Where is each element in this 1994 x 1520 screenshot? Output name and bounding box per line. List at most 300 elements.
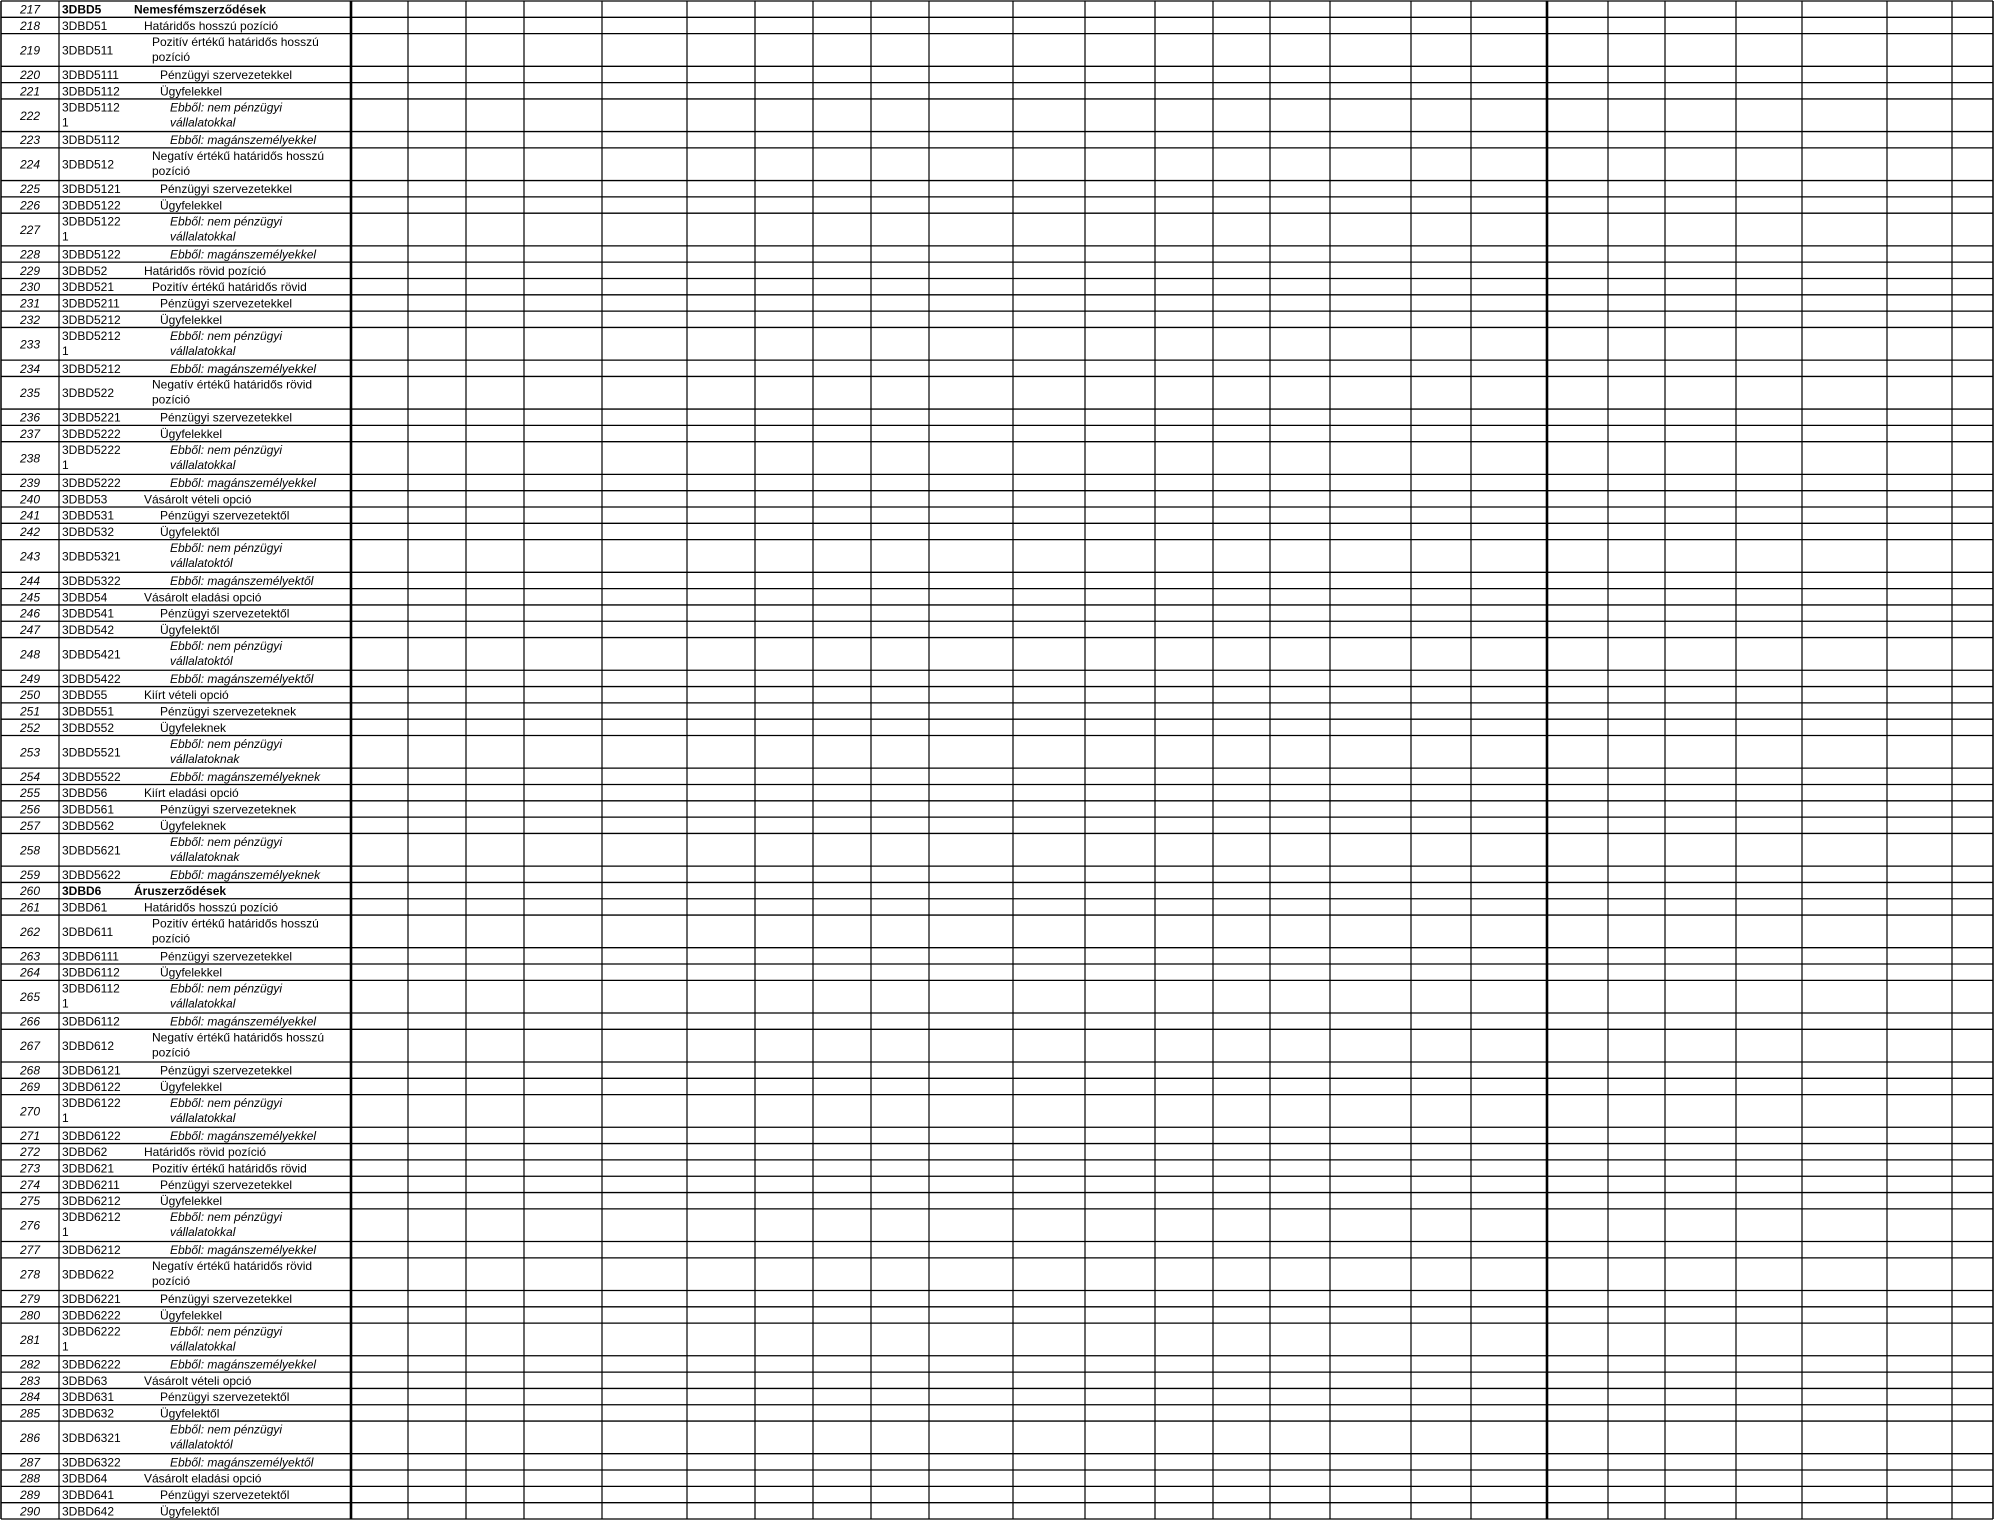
- row-number: 248: [19, 647, 41, 662]
- row-code: 3DBD52: [62, 263, 108, 278]
- row-code: 3DBD5422: [62, 671, 121, 686]
- row-code: 3DBD6222: [62, 1324, 121, 1339]
- row-code: 3DBD5112: [62, 100, 120, 115]
- row-label: Pénzügyi szervezetektől: [160, 1390, 290, 1405]
- table-row: [19, 1129, 316, 1143]
- row-code: 3DBD5321: [62, 549, 121, 564]
- row-code: 3DBD542: [62, 622, 115, 637]
- row-label: Ügyfelektől: [160, 622, 220, 637]
- row-number: 290: [19, 1504, 41, 1519]
- row-label: Ebből: nem pénzügyi: [170, 1422, 283, 1437]
- row-code-continuation: 1: [62, 996, 69, 1011]
- row-code: 3DBD6212: [62, 1243, 121, 1258]
- row-code: 3DBD5122: [62, 214, 121, 229]
- row-number: 284: [19, 1390, 41, 1405]
- row-number: 285: [19, 1406, 41, 1421]
- table-row: [19, 296, 292, 310]
- row-label: Ebből: nem pénzügyi: [170, 736, 283, 751]
- row-number: 239: [19, 476, 41, 491]
- row-label-continuation: vállalatokkal: [170, 115, 236, 130]
- row-number: 262: [19, 924, 41, 939]
- row-label-continuation: vállalatoktól: [170, 555, 233, 570]
- row-label: Ügyfeleknek: [160, 720, 227, 735]
- row-number: 240: [19, 492, 41, 507]
- table-row: [19, 819, 227, 833]
- row-label: Határidős hosszú pozíció: [144, 18, 279, 33]
- row-number: 226: [19, 198, 41, 213]
- table-row: [19, 411, 292, 425]
- row-code: 3DBD6122: [62, 1079, 121, 1094]
- row-code: 3DBD5121: [62, 182, 121, 197]
- table-row: [19, 525, 219, 539]
- table-row: [19, 883, 226, 898]
- row-label: Ebből: nem pénzügyi: [170, 328, 283, 343]
- row-number: 219: [19, 43, 41, 58]
- table-row: [19, 19, 278, 33]
- row-code: 3DBD62: [62, 1145, 108, 1160]
- table-row: [19, 966, 222, 980]
- row-number: 254: [19, 769, 41, 784]
- row-label: Pénzügyi szervezetektől: [160, 1488, 290, 1503]
- row-label: Ebből: magánszemélyekkel: [170, 1128, 317, 1143]
- row-number: 287: [19, 1455, 41, 1470]
- row-label: Ügyfelektől: [160, 1406, 220, 1421]
- row-label: Negatív értékű határidős hosszú: [152, 149, 325, 164]
- row-label: Ebből: nem pénzügyi: [170, 1324, 283, 1339]
- row-code: 3DBD5122: [62, 198, 121, 213]
- table-row: [19, 476, 316, 490]
- row-label: Ebből: magánszemélyekkel: [170, 1014, 317, 1029]
- row-code: 3DBD5122: [62, 247, 121, 262]
- row-number: 256: [19, 802, 41, 817]
- row-code: 3DBD5622: [62, 867, 121, 882]
- row-code: 3DBD5222: [62, 443, 121, 458]
- row-label: Határidős rövid pozíció: [144, 1145, 267, 1160]
- table-row: [19, 623, 219, 637]
- row-label: Ebből: magánszemélyekkel: [170, 361, 317, 376]
- row-label: Nemesfémszerződések: [134, 2, 267, 17]
- row-label-continuation: vállalatokkal: [170, 1339, 236, 1354]
- row-code: 3DBD6122: [62, 1095, 121, 1110]
- row-number: 275: [19, 1194, 41, 1209]
- row-number: 221: [19, 84, 41, 99]
- row-label: Pénzügyi szervezetekkel: [160, 182, 293, 197]
- table-row: [19, 868, 321, 882]
- row-number: 233: [19, 337, 41, 352]
- table-row: [19, 1472, 262, 1486]
- table-row: [19, 1194, 222, 1208]
- row-code: 3DBD5621: [62, 843, 121, 858]
- row-code: 3DBD6222: [62, 1357, 121, 1372]
- row-label: Pénzügyi szervezetekkel: [160, 1177, 293, 1192]
- row-number: 269: [19, 1079, 41, 1094]
- row-label: Ebből: magánszemélyeknek: [170, 769, 321, 784]
- table-row: [19, 313, 222, 327]
- row-number: 279: [19, 1292, 41, 1307]
- row-label: Pénzügyi szervezetekkel: [160, 410, 293, 425]
- row-number: 246: [19, 606, 41, 621]
- table-row: [19, 1064, 292, 1078]
- row-number: 257: [19, 818, 41, 833]
- table-row: [19, 1308, 222, 1322]
- table-row: [19, 1357, 316, 1371]
- row-number: 245: [19, 590, 41, 605]
- row-number: 247: [19, 622, 41, 637]
- row-code: 3DBD63: [62, 1373, 108, 1388]
- row-code: 3DBD6111: [62, 949, 119, 964]
- row-code: 3DBD6112: [62, 965, 120, 980]
- row-number: 263: [19, 949, 41, 964]
- row-label: Ügyfelektől: [160, 524, 220, 539]
- row-number: 261: [19, 900, 41, 915]
- row-label: Kiírt eladási opció: [144, 786, 239, 801]
- table-row: [19, 182, 292, 196]
- row-code: 3DBD6122: [62, 1128, 121, 1143]
- table-row: [19, 1243, 316, 1257]
- row-number: 273: [19, 1161, 41, 1176]
- row-label: Határidős hosszú pozíció: [144, 900, 279, 915]
- row-code: 3DBD5111: [62, 67, 119, 82]
- row-number: 271: [19, 1128, 41, 1143]
- row-label-continuation: pozíció: [152, 164, 191, 179]
- row-number: 266: [19, 1014, 41, 1029]
- table-row: [19, 949, 292, 963]
- row-number: 286: [19, 1430, 41, 1445]
- row-label: Pénzügyi szervezeteknek: [160, 704, 297, 719]
- row-code: 3DBD522: [62, 386, 115, 401]
- row-code: 3DBD51: [62, 18, 108, 33]
- table-row: [19, 1080, 222, 1094]
- row-number: 274: [19, 1177, 41, 1192]
- row-label: Ebből: magánszemélyekkel: [170, 476, 317, 491]
- row-number: 270: [19, 1104, 41, 1119]
- row-code: 3DBD6221: [62, 1292, 121, 1307]
- row-label: Pénzügyi szervezetekkel: [160, 1292, 293, 1307]
- table-row: [19, 199, 222, 213]
- row-code: 3DBD632: [62, 1406, 115, 1421]
- row-label: Pénzügyi szervezetektől: [160, 508, 290, 523]
- row-code: 3DBD561: [62, 802, 115, 817]
- table-row: [19, 492, 252, 506]
- table-row: [19, 916, 319, 945]
- row-number: 249: [19, 671, 41, 686]
- row-code: 3DBD5112: [62, 84, 120, 99]
- table-row: [19, 427, 222, 441]
- row-code: 3DBD6211: [62, 1177, 120, 1192]
- row-label: Ebből: nem pénzügyi: [170, 834, 283, 849]
- table-row: [19, 770, 321, 784]
- row-label: Pozitív értékű határidős rövid: [152, 1161, 307, 1176]
- row-label: Ügyfelekkel: [160, 1079, 223, 1094]
- row-code: 3DBD6321: [62, 1430, 121, 1445]
- row-label: Vásárolt vételi opció: [144, 1373, 252, 1388]
- row-code: 3DBD6112: [62, 1014, 120, 1029]
- row-label: Ügyfelektől: [160, 1504, 220, 1519]
- row-label: Ebből: magánszemélyekkel: [170, 247, 317, 262]
- table-row: [19, 248, 316, 262]
- table-row: [19, 688, 229, 702]
- row-number: 250: [19, 688, 41, 703]
- row-number: 264: [19, 965, 41, 980]
- row-code-continuation: 1: [62, 1339, 69, 1354]
- table-row: [19, 1406, 219, 1420]
- row-code: 3DBD6: [62, 884, 102, 899]
- row-label-continuation: vállalatokkal: [170, 1110, 236, 1125]
- row-code-continuation: 1: [62, 343, 69, 358]
- row-number: 230: [19, 280, 41, 295]
- row-number: 281: [19, 1332, 41, 1347]
- table-row: [19, 133, 316, 147]
- row-label: Ebből: nem pénzügyi: [170, 214, 283, 229]
- row-number: 237: [19, 427, 41, 442]
- row-number: 235: [19, 386, 41, 401]
- row-number: 251: [19, 704, 41, 719]
- row-label: Ebből: nem pénzügyi: [170, 100, 283, 115]
- table-row: [19, 280, 307, 294]
- row-number: 244: [19, 573, 41, 588]
- row-label: Ügyfelekkel: [160, 1308, 223, 1323]
- row-code: 3DBD5: [62, 2, 102, 17]
- row-label: Ebből: nem pénzügyi: [170, 638, 283, 653]
- row-number: 277: [19, 1243, 41, 1258]
- row-code: 3DBD5221: [62, 410, 121, 425]
- row-label: Ebből: magánszemélyektől: [170, 671, 314, 686]
- row-number: 236: [19, 410, 41, 425]
- row-number: 225: [19, 182, 41, 197]
- row-code: 3DBD521: [62, 280, 115, 295]
- row-number: 253: [19, 745, 41, 760]
- table-row: [19, 1455, 314, 1469]
- row-number: 278: [19, 1267, 41, 1282]
- row-code: 3DBD6121: [62, 1063, 121, 1078]
- row-code: 3DBD551: [62, 704, 115, 719]
- row-number: 283: [19, 1373, 41, 1388]
- row-label-continuation: vállalatokkal: [170, 996, 236, 1011]
- row-label: Pénzügyi szervezetekkel: [160, 1063, 293, 1078]
- row-label: Ügyfelekkel: [160, 1194, 223, 1209]
- row-number: 231: [19, 296, 41, 311]
- table-row: [19, 1145, 266, 1159]
- row-number: 222: [19, 108, 41, 123]
- row-number: 238: [19, 451, 41, 466]
- row-label-continuation: vállalatoknak: [170, 849, 240, 864]
- row-code: 3DBD532: [62, 524, 115, 539]
- row-code: 3DBD56: [62, 786, 108, 801]
- row-number: 218: [19, 18, 41, 33]
- row-number: 255: [19, 786, 41, 801]
- row-number: 227: [19, 223, 41, 238]
- row-label: Ebből: nem pénzügyi: [170, 1210, 283, 1225]
- row-code-continuation: 1: [62, 115, 69, 130]
- row-number: 228: [19, 247, 41, 262]
- row-label: Pénzügyi szervezetekkel: [160, 67, 293, 82]
- row-label: Áruszerződések: [134, 884, 227, 899]
- row-label: Ebből: nem pénzügyi: [170, 540, 283, 555]
- row-label: Pozitív értékű határidős rövid: [152, 280, 307, 295]
- row-code: 3DBD531: [62, 508, 115, 523]
- row-label: Határidős rövid pozíció: [144, 263, 267, 278]
- row-number: 243: [19, 549, 41, 564]
- row-code: 3DBD5222: [62, 476, 121, 491]
- table-row: [19, 672, 314, 686]
- row-number: 224: [19, 157, 41, 172]
- table-row: [19, 68, 292, 82]
- row-code: 3DBD6212: [62, 1210, 121, 1225]
- table-row: [19, 378, 312, 407]
- table-row: [19, 1504, 219, 1518]
- table-row: [19, 705, 297, 719]
- table-row: [19, 786, 239, 800]
- table-row: [19, 900, 278, 914]
- row-code: 3DBD611: [62, 924, 114, 939]
- row-code-continuation: 1: [62, 229, 69, 244]
- row-code: 3DBD5521: [62, 745, 121, 760]
- row-label: Ügyfelekkel: [160, 965, 223, 980]
- table-row: [19, 1292, 292, 1306]
- row-number: 265: [19, 990, 41, 1005]
- row-code: 3DBD6212: [62, 1194, 121, 1209]
- row-number: 259: [19, 867, 41, 882]
- row-code: 3DBD5421: [62, 647, 121, 662]
- row-code: 3DBD6222: [62, 1308, 121, 1323]
- row-label-continuation: vállalatoktól: [170, 1437, 233, 1452]
- row-label-continuation: vállalatokkal: [170, 343, 236, 358]
- row-code: 3DBD64: [62, 1471, 108, 1486]
- row-number: 232: [19, 312, 41, 327]
- table-row: [19, 1031, 324, 1060]
- row-label-continuation: vállalatokkal: [170, 1225, 236, 1240]
- row-code: 3DBD631: [62, 1390, 115, 1405]
- row-number: 267: [19, 1039, 41, 1054]
- row-code: 3DBD642: [62, 1504, 115, 1519]
- row-label: Ebből: magánszemélyeknek: [170, 867, 321, 882]
- row-number: 217: [19, 2, 41, 17]
- row-label-continuation: pozíció: [152, 931, 191, 946]
- row-label: Ebből: nem pénzügyi: [170, 443, 283, 458]
- table-gridlines: [1, 1, 1993, 1519]
- row-label: Kiírt vételi opció: [144, 688, 229, 703]
- table-row: [19, 1015, 316, 1029]
- row-code: 3DBD54: [62, 590, 108, 605]
- row-label-continuation: vállalatoknak: [170, 751, 240, 766]
- row-number: 276: [19, 1218, 41, 1233]
- row-label: Ügyfelekkel: [160, 427, 223, 442]
- row-number: 242: [19, 524, 41, 539]
- row-label-continuation: pozíció: [152, 49, 191, 64]
- row-number: 260: [19, 884, 41, 899]
- row-code: 3DBD6322: [62, 1455, 121, 1470]
- table-row: [19, 264, 266, 278]
- row-label: Pénzügyi szervezeteknek: [160, 802, 297, 817]
- row-code: 3DBD5222: [62, 427, 121, 442]
- table-row: [19, 3, 266, 17]
- row-label: Vásárolt eladási opció: [144, 590, 262, 605]
- row-code: 3DBD5212: [62, 312, 121, 327]
- row-code: 3DBD512: [62, 157, 115, 172]
- row-number: 220: [19, 67, 41, 82]
- row-label-continuation: pozíció: [152, 1045, 191, 1060]
- row-label: Ügyfeleknek: [160, 818, 227, 833]
- row-label: Pozitív értékű határidős hosszú: [152, 34, 319, 49]
- row-label: Negatív értékű határidős rövid: [152, 377, 313, 392]
- row-label: Ebből: magánszemélyektől: [170, 573, 314, 588]
- row-number: 234: [19, 361, 41, 376]
- row-number: 289: [19, 1488, 41, 1503]
- table-row: [19, 84, 222, 98]
- row-code: 3DBD612: [62, 1039, 115, 1054]
- row-number: 288: [19, 1471, 41, 1486]
- table-row: [19, 362, 316, 376]
- row-number: 252: [19, 720, 41, 735]
- row-label: Pénzügyi szervezetekkel: [160, 296, 293, 311]
- row-label: Pénzügyi szervezetekkel: [160, 949, 293, 964]
- row-label: Ebből: nem pénzügyi: [170, 1095, 283, 1110]
- row-code: 3DBD5322: [62, 573, 121, 588]
- table-row: [19, 1178, 292, 1192]
- row-label: Ebből: magánszemélyekkel: [170, 1243, 317, 1258]
- row-code: 3DBD5212: [62, 328, 121, 343]
- row-label: Pénzügyi szervezetektől: [160, 606, 290, 621]
- row-code: 3DBD6112: [62, 981, 120, 996]
- row-label: Vásárolt vételi opció: [144, 492, 252, 507]
- row-code-continuation: 1: [62, 458, 69, 473]
- row-number: 282: [19, 1357, 41, 1372]
- row-label-continuation: vállalatoktól: [170, 653, 233, 668]
- row-label: Ebből: magánszemélyektől: [170, 1455, 314, 1470]
- table-row: [19, 721, 227, 735]
- row-code: 3DBD541: [62, 606, 115, 621]
- row-code: 3DBD562: [62, 818, 115, 833]
- row-number: 280: [19, 1308, 41, 1323]
- row-label-continuation: pozíció: [152, 1274, 191, 1289]
- row-label-continuation: pozíció: [152, 392, 191, 407]
- table-row: [19, 35, 319, 64]
- row-code: 3DBD552: [62, 720, 115, 735]
- row-number: 241: [19, 508, 41, 523]
- row-label: Ebből: magánszemélyekkel: [170, 1357, 317, 1372]
- row-label-continuation: vállalatokkal: [170, 458, 236, 473]
- row-label: Negatív értékű határidős hosszú: [152, 1030, 325, 1045]
- row-label: Ebből: magánszemélyekkel: [170, 133, 317, 148]
- row-label: Ügyfelekkel: [160, 198, 223, 213]
- row-code: 3DBD5112: [62, 133, 120, 148]
- row-number: 268: [19, 1063, 41, 1078]
- row-code: 3DBD5211: [62, 296, 120, 311]
- row-code: 3DBD621: [62, 1161, 115, 1176]
- row-label: Ebből: nem pénzügyi: [170, 981, 283, 996]
- row-code: 3DBD622: [62, 1267, 115, 1282]
- row-label: Negatív értékű határidős rövid: [152, 1259, 313, 1274]
- row-code: 3DBD511: [62, 43, 114, 58]
- row-code: 3DBD5212: [62, 361, 121, 376]
- row-code: 3DBD53: [62, 492, 108, 507]
- row-number: 258: [19, 843, 41, 858]
- row-label-continuation: vállalatokkal: [170, 229, 236, 244]
- row-code-continuation: 1: [62, 1225, 69, 1240]
- table-row: [19, 1259, 312, 1288]
- row-code: 3DBD5522: [62, 769, 121, 784]
- row-label: Vásárolt eladási opció: [144, 1471, 262, 1486]
- row-code: 3DBD61: [62, 900, 108, 915]
- row-code: 3DBD641: [62, 1488, 115, 1503]
- row-label: Ügyfelekkel: [160, 312, 223, 327]
- table-row: [19, 590, 262, 604]
- table-row: [19, 574, 314, 588]
- table-row: [19, 802, 297, 816]
- row-code-continuation: 1: [62, 1110, 69, 1125]
- row-number: 272: [19, 1145, 41, 1160]
- row-code: 3DBD55: [62, 688, 108, 703]
